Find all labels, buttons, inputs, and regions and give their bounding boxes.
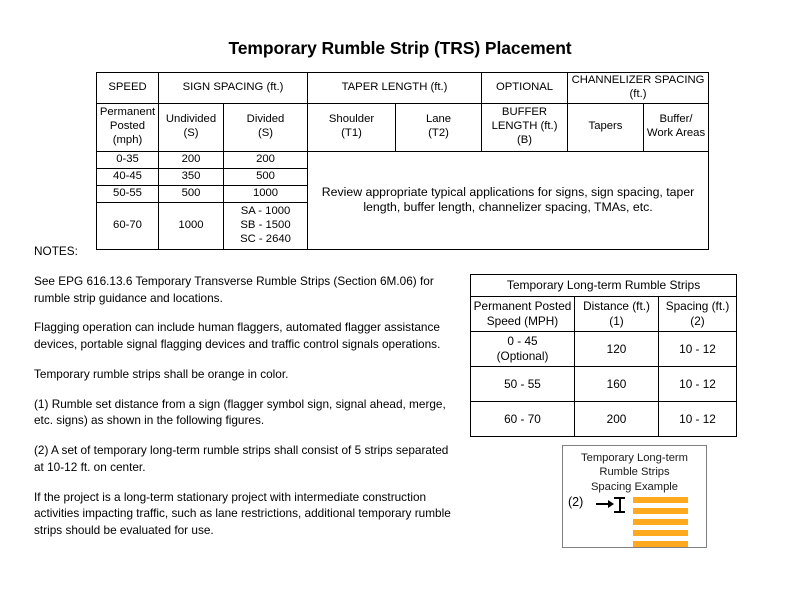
- note-paragraph-3: Temporary rumble strips shall be orange in color.: [34, 366, 289, 381]
- arrow-head-icon: [608, 500, 614, 508]
- cell-speed: 0-35: [97, 151, 159, 168]
- cell-review-note: Review appropriate typical applications for signs, sign spacing, taper length, buffer length, channelizer spacing, TMAs, etc.: [308, 151, 709, 249]
- cell-undivided: 500: [159, 185, 224, 202]
- cell-undivided: 200: [159, 151, 224, 168]
- cell-divided: 1000: [224, 185, 308, 202]
- table-sub-header-row: [97, 103, 709, 151]
- rumble-strip-bar: [633, 541, 688, 547]
- ltrs-cell-speed: 0 - 45 (Optional): [471, 332, 575, 367]
- note-paragraph-1: See EPG 616.13.6 Temporary Transverse Rumble Strips (Section 6M.06) for rumble strip guidance and locations.: [34, 273, 434, 305]
- ltrs-cell-distance: 160: [575, 367, 659, 402]
- note-paragraph-5: (2) A set of temporary long-term rumble strips shall consist of 5 strips separated at 10-12 ft. on center.: [34, 443, 449, 474]
- ltrs-header-speed: Permanent Posted Speed (MPH): [471, 297, 575, 332]
- group-header-speed: SPEED: [97, 73, 159, 104]
- spacing-example-figure: [562, 445, 707, 548]
- group-header-sign-spacing: SIGN SPACING (ft.): [159, 73, 308, 104]
- rumble-strip-bar: [633, 508, 688, 514]
- group-header-taper-length: TAPER LENGTH (ft.): [308, 73, 482, 104]
- ltrs-cell-speed: 60 - 70: [471, 402, 575, 437]
- rumble-strip-bar: [633, 519, 688, 525]
- spacing-figure-caption: Temporary Long-term Rumble Strips Spacing Example: [581, 452, 688, 493]
- table-row: [471, 332, 737, 367]
- ltrs-cell-speed: 50 - 55: [471, 367, 575, 402]
- cell-divided: 500: [224, 168, 308, 185]
- table-group-header-row: [97, 73, 709, 104]
- sub-header-undivided-s: Undivided (S): [159, 103, 224, 151]
- group-header-channelizer-spacing: CHANNELIZER SPACING (ft.): [568, 73, 709, 104]
- ltrs-table-title: Temporary Long-term Rumble Strips: [471, 275, 737, 297]
- page-title: Temporary Rumble Strip (TRS) Placement: [228, 38, 572, 58]
- notes-heading: NOTES:: [34, 244, 78, 258]
- notes-section: [34, 243, 454, 539]
- ltrs-cell-spacing: 10 - 12: [659, 332, 737, 367]
- sub-header-buffer-work-areas: Buffer/ Work Areas: [644, 103, 709, 151]
- cell-speed: 40-45: [97, 168, 159, 185]
- table-row: [471, 367, 737, 402]
- ltrs-header-spacing: Spacing (ft.) (2): [659, 297, 737, 332]
- sub-header-divided-s: Divided (S): [224, 103, 308, 151]
- sub-header-buffer-length-b: BUFFER LENGTH (ft.) (B): [482, 103, 568, 151]
- table-row: [97, 151, 709, 168]
- long-term-rumble-strips-table: [470, 274, 737, 437]
- ltrs-header-row: [471, 297, 737, 332]
- dimension-marker-foot-icon: [614, 511, 625, 513]
- spacing-callout-label: (2): [568, 495, 584, 509]
- ltrs-cell-spacing: 10 - 12: [659, 402, 737, 437]
- sub-header-tapers: Tapers: [568, 103, 644, 151]
- spacing-figure-graphic: [563, 493, 706, 547]
- table-row: [471, 402, 737, 437]
- rumble-strip-bar: [633, 497, 688, 503]
- trs-placement-table: [96, 72, 709, 250]
- cell-divided: 200: [224, 151, 308, 168]
- cell-divided: SA - 1000 SB - 1500 SC - 2640: [224, 202, 308, 249]
- sub-header-lane-t2: Lane (T2): [396, 103, 482, 151]
- cell-speed: 50-55: [97, 185, 159, 202]
- dimension-marker-stem-icon: [619, 497, 621, 512]
- cell-speed: 60-70: [97, 202, 159, 249]
- ltrs-title-row: [471, 275, 737, 297]
- cell-undivided: 350: [159, 168, 224, 185]
- group-header-optional: OPTIONAL: [482, 73, 568, 104]
- sub-header-shoulder-t1: Shoulder (T1): [308, 103, 396, 151]
- ltrs-header-distance: Distance (ft.) (1): [575, 297, 659, 332]
- sub-header-permanent-posted-mph: Permanent Posted (mph): [97, 103, 159, 151]
- ltrs-cell-distance: 200: [575, 402, 659, 437]
- note-paragraph-6: If the project is a long-term stationary project with intermediate construction activities impacting traffic, such as lane restrictions, additional temporary rumble strips should be evaluated for use.: [34, 489, 451, 537]
- rumble-strip-bar: [633, 530, 688, 536]
- note-paragraph-4: (1) Rumble set distance from a sign (flagger symbol sign, signal ahead, merge, etc. signs) as shown in the following figures.: [34, 396, 446, 428]
- ltrs-cell-distance: 120: [575, 332, 659, 367]
- note-paragraph-2: Flagging operation can include human flaggers, automated flagger assistance devices, portable signal flagging devices and traffic control signals operations.: [34, 320, 441, 351]
- cell-undivided: 1000: [159, 202, 224, 249]
- ltrs-cell-spacing: 10 - 12: [659, 367, 737, 402]
